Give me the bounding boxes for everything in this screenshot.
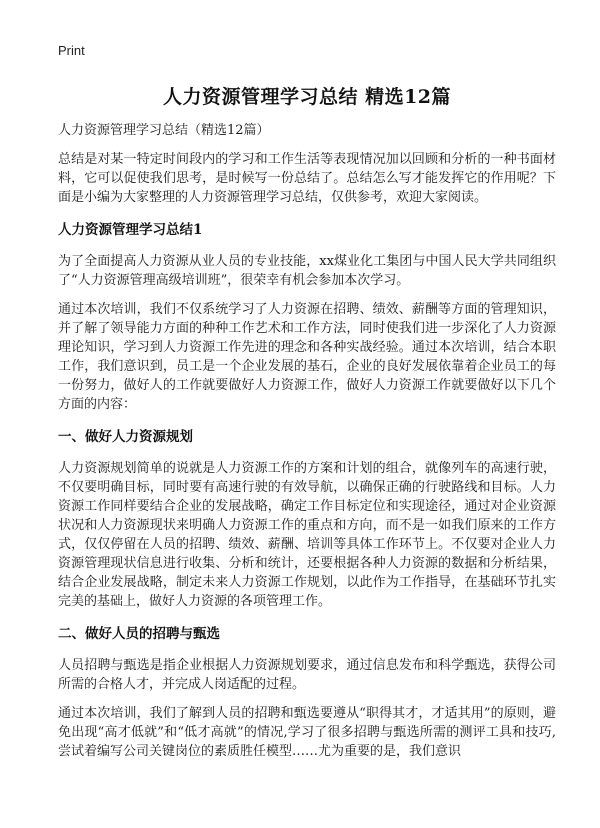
intro-paragraph: 总结是对某一特定时间段内的学习和工作生活等表现情况加以回顾和分析的一种书面材料，它可以促使我们思考，是时候写一份总结了。总结怎么写才能发挥它的作用呢？下面是小编为大家整理的人力资源管理学习总结，仅供参考，欢迎大家阅读。 [58,152,556,205]
paragraph-training-summary: 通过本次培训，我们不仅系统学习了人力资源在招聘、绩效、薪酬等方面的管理知识，并了解了领导能力方面的种种工作艺术和工作方法，同时使我们进一步深化了人力资源理论知识，学习到人力资源工作先进的理念和各种实战经验。通过本次培训，结合本职工作，我们意识到，员工是一个企业发展的基石，企业的良好发展依靠着企业员工的每一份努力，做好人的工作就要做好人力资源工作，做好人力资源工作就要做好以下几个方面的内容： [58,302,556,412]
paragraph-training-intro: 为了全面提高人力资源从业人员的专业技能，xx煤业化工集团与中国人民大学共同组织了“人力资源管理高级培训班”，很荣幸有机会参加本次学习。 [58,254,556,288]
print-link[interactable]: Print [58,43,85,58]
section-heading-1: 人力资源管理学习总结1 [58,222,203,238]
page-title: 人力资源管理学习总结 精选12篇 [162,86,452,108]
paragraph-recruitment-definition: 人员招聘与甄选是指企业根据人力资源规划要求，通过信息发布和科学甄选，获得公司所需的合格人才，并完成人岗适配的过程。 [58,658,556,692]
subheading-hr-planning: 一、做好人力资源规划 [58,429,193,445]
paragraph-recruitment-learning: 通过本次培训，我们了解到人员的招聘和甄选要遵从“职得其才，才适其用”的原则，避免出现“高才低就”和“低才高就”的情况,学习了很多招聘与甄选所需的测评工具和技巧,尝试着编写公司关键岗位的素质胜任模型……尤为重要的是，我们意识 [58,706,556,759]
document-subtitle: 人力资源管理学习总结（精选12篇） [58,123,270,138]
paragraph-hr-planning: 人力资源规划简单的说就是人力资源工作的方案和计划的组合，就像列车的高速行驶，不仅要明确目标，同时要有高速行驶的有效导航，以确保正确的行驶路线和目标。人力资源工作同样要结合企业的发展战略，确定工作目标定位和实现途径，通过对企业资源状况和人力资源现状来明确人力资源工作的重点和方向，而不是一如我们原来的工作方式，仅仅停留在人员的招聘、绩效、薪酬、培训等具体工作环节上。不仅要对企业人力资源管理现状信息进行收集、分析和统计，还要根据各种人力资源的数据和分析结果，结合企业发展战略，制定未来人力资源工作规划，以此作为工作指导，在基础环节扎实完美的基础上，做好人力资源的各项管理工作。 [58,461,556,609]
subheading-recruitment: 二、做好人员的招聘与甄选 [58,626,220,642]
